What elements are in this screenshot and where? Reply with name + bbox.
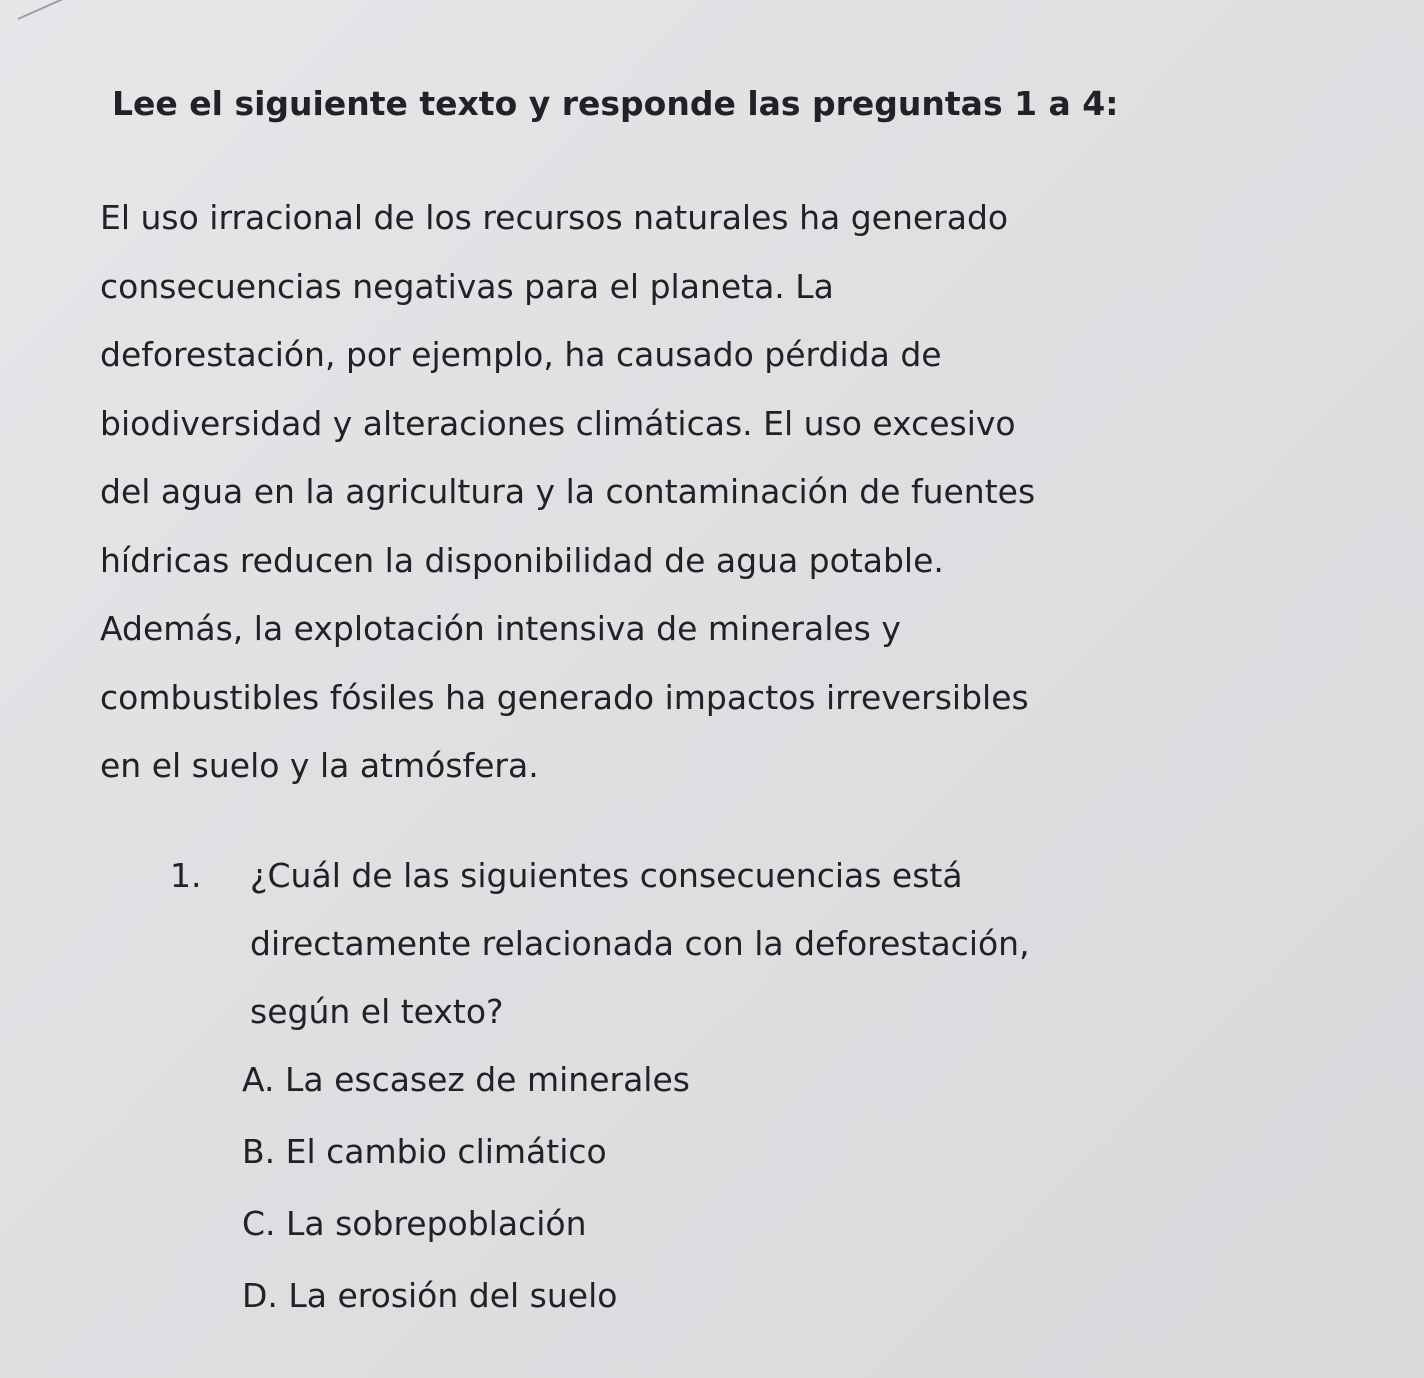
answer-options	[242, 1044, 690, 1332]
passage-line: consecuencias negativas para el planeta. La	[100, 266, 834, 306]
passage-line: combustibles fósiles ha generado impactos irreversibles	[100, 677, 1029, 717]
passage-line: Además, la explotación intensiva de minerales y	[100, 609, 901, 648]
question-text	[250, 842, 1030, 1046]
question-number: 1.	[170, 856, 202, 895]
option-c[interactable]: C. La sobrepoblación	[242, 1204, 587, 1243]
question-line: ¿Cuál de las siguientes consecuencias está	[250, 856, 963, 895]
instruction-heading: Lee el siguiente texto y responde las preguntas 1 a 4:	[112, 84, 1119, 123]
option-b[interactable]: B. El cambio climático	[242, 1132, 607, 1171]
option-a[interactable]: A. La escasez de minerales	[242, 1060, 690, 1099]
passage-line: hídricas reducen la disponibilidad de agua potable.	[100, 540, 944, 580]
passage-line: en el suelo y la atmósfera.	[100, 746, 539, 785]
paper-fold-mark	[18, 0, 83, 20]
reading-passage	[100, 184, 1260, 801]
passage-line: deforestación, por ejemplo, ha causado pérdida de	[100, 335, 942, 374]
option-d[interactable]: D. La erosión del suelo	[242, 1276, 618, 1315]
question-line: según el texto?	[250, 992, 504, 1031]
passage-line: biodiversidad y alteraciones climáticas. El uso excesivo	[100, 403, 1016, 443]
passage-line: del agua en la agricultura y la contaminación de fuentes	[100, 472, 1036, 511]
passage-line: El uso irracional de los recursos naturales ha generado	[100, 198, 1009, 237]
question-line: directamente relacionada con la deforestación,	[250, 924, 1030, 963]
